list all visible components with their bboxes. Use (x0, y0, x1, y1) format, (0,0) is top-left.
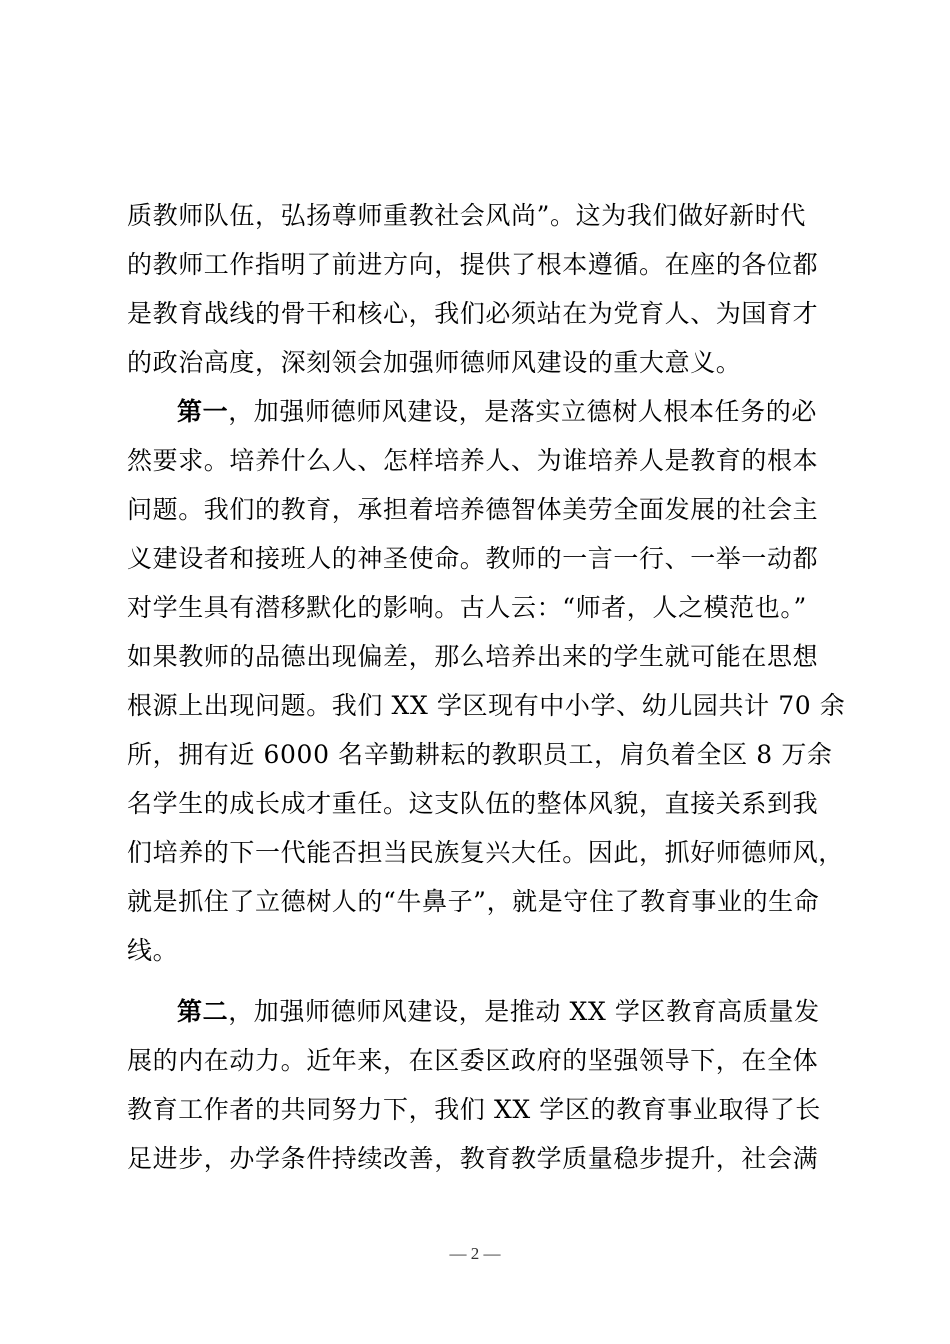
text-line: 质教师队伍，弘扬尊师重教社会风尚”。这为我们做好新时代 (127, 201, 806, 230)
text-run: ，加强师德师风建设，是推动 XX 学区教育高质量发 (228, 997, 820, 1026)
text-line: 根源上出现问题。我们 XX 学区现有中小学、幼儿园共计 70 余 (127, 691, 846, 720)
text-line: 线。 (127, 936, 179, 965)
text-run: ，加强师德师风建设，是落实立德树人根本任务的必 (228, 397, 818, 426)
text-line: 的教师工作指明了前进方向，提供了根本遵循。在座的各位都 (127, 250, 819, 279)
text-line: 足进步，办学条件持续改善，教育教学质量稳步提升，社会满 (127, 1144, 819, 1173)
text-line: 如果教师的品德出现偏差，那么培养出来的学生就可能在思想 (127, 642, 819, 671)
text-line: 问题。我们的教育，承担着培养德智体美劳全面发展的社会主 (127, 495, 819, 524)
paragraph-first-line (177, 387, 817, 436)
text-line: 名学生的成长成才重任。这支队伍的整体风貌，直接关系到我 (127, 789, 819, 818)
text-line: 义建设者和接班人的神圣使命。教师的一言一行、一举一动都 (127, 544, 819, 573)
text-line: 展的内在动力。近年来，在区委区政府的坚强领导下，在全体 (127, 1046, 819, 1075)
text-line: 对学生具有潜移默化的影响。古人云：“师者，人之模范也。” (127, 593, 807, 622)
text-line: 们培养的下一代能否担当民族复兴大任。因此，抓好师德师风， (127, 838, 844, 867)
text-line: 然要求。培养什么人、怎样培养人、为谁培养人是教育的根本 (127, 446, 819, 475)
paragraph-lead-heading: 第一 (177, 397, 229, 426)
paragraph-first-line (177, 987, 820, 1036)
text-line: 教育工作者的共同努力下，我们 XX 学区的教育事业取得了长 (127, 1095, 821, 1124)
paragraph-lead-heading: 第二 (177, 997, 229, 1026)
page-number: — 2 — (449, 1244, 501, 1263)
text-line: 所，拥有近 6000 名辛勤耕耘的教职员工，肩负着全区 8 万余 (127, 740, 833, 769)
text-line: 的政治高度，深刻领会加强师德师风建设的重大意义。 (127, 348, 742, 377)
text-line: 是教育战线的骨干和核心，我们必须站在为党育人、为国育才 (127, 299, 819, 328)
text-line: 就是抓住了立德树人的“牛鼻子”，就是守住了教育事业的生命 (127, 887, 820, 916)
